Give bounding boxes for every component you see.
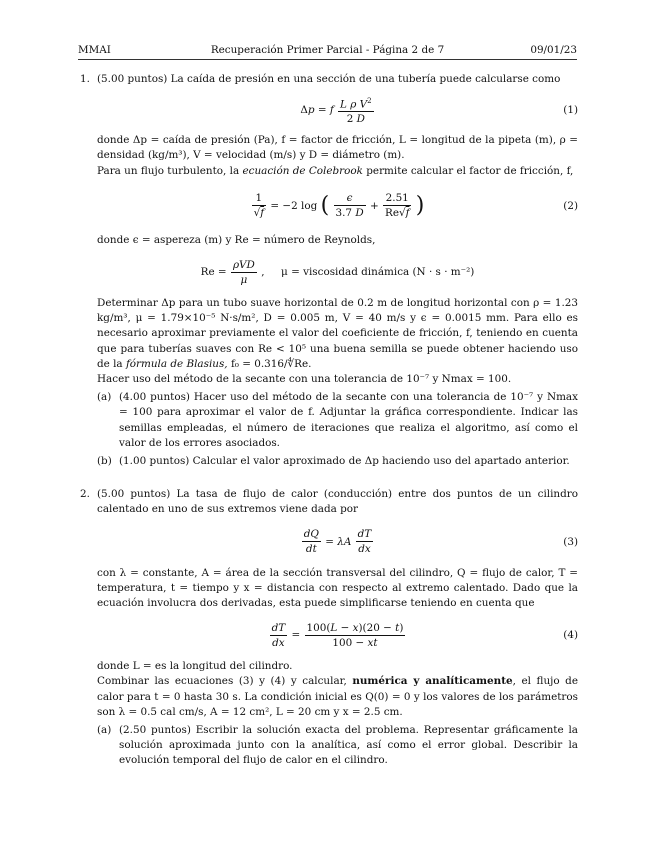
header-rule bbox=[78, 59, 577, 60]
equation-4-number: (4) bbox=[563, 629, 578, 642]
equation-1-number: (1) bbox=[563, 104, 578, 117]
problem-2-task: Combinar las ecuaciones (3) y (4) y calcular, numérica y analíticamente, el flujo de calor para t = 0 hasta 30 s. La condición inicial es Q(0) = 0 y los valores de los parámetros son λ = 0.5 cal cm/s, A = 12 cm², L = 20 cm y x = 2.5 cm. bbox=[97, 675, 578, 718]
problem-2 bbox=[78, 487, 578, 768]
equation-3-number: (3) bbox=[563, 535, 578, 548]
problem-2-intro: (5.00 puntos) La tasa de flujo de calor (conducción) entre dos puntos de un cilindro calentado en uno de sus extremos viene dada por bbox=[97, 488, 578, 516]
problem-2-part-a: (a) (2.50 puntos) Escribir la solución exacta del problema. Representar gráficamente la solución aproximada junto con la analítica, así como el error global. Describir la evolución temporal del flujo de calor en el cilindro. bbox=[97, 723, 578, 769]
problem-1-data: Determinar Δp para un tubo suave horizontal de 0.2 m de longitud horizontal con ρ = 1.23 kg/m³, μ = 1.79×10⁻⁵ N·s/m², D = 0.005 m, V = 40 m/s y ϵ = 0.0015 mm. Para ello es necesario aproximar previamente el valor del coeficiente de fricción, f, teniendo en cuenta que para tuberías suaves con Re < 10⁵ una buena semilla se puede obtener haciendo uso de la fórmula de Blasius, f₀ = 0.316/∜Re. bbox=[97, 297, 578, 370]
problem-1-intro: (5.00 puntos) La caída de presión en una sección de una tubería puede calcularse como bbox=[97, 73, 561, 85]
problem-1-number: 1. bbox=[80, 73, 90, 85]
definitions-4: donde L = es la longitud del cilindro. bbox=[97, 660, 293, 673]
problem-1-part-a: (a) (4.00 puntos) Hacer uso del método de la secante con una tolerancia de 10⁻⁷ y Nmax = 100 para aproximar el valor de f. Adjuntar la gráfica correspondiente. Indicar las semillas empleadas, el número de iteraciones que realiza el algoritmo, así como el valor de los errores asociados. bbox=[97, 390, 578, 451]
equation-2-number: (2) bbox=[563, 199, 578, 212]
problem-1 bbox=[78, 72, 578, 469]
course-name: MMAI bbox=[78, 44, 111, 56]
viscosity-label: μ = viscosidad dinámica (N · s · m⁻²) bbox=[281, 266, 475, 279]
equation-2: $\frac{1}{√f}$ = −2 log ( $\frac{\epsilon}{3.7 D}$ + $\frac{2.51}{Re√f}$ ) (2) bbox=[97, 185, 578, 227]
definitions-1: donde Δp = caída de presión (Pa), f = factor de fricción, L = longitud de la pipeta (m), ρ = densidad (kg/m³), V = velocidad (m/s) y D = diámetro (m). bbox=[97, 134, 578, 162]
definitions-3: con λ = constante, A = área de la sección transversal del cilindro, Q = flujo de calor, T = temperatura, t = tiempo y x = distancia con respecto al extremo calentado. Dado que la ecuación involucra dos derivadas, esta puede simplificarse teniendo en cuenta que bbox=[97, 566, 578, 610]
equation-1: Δp = f $\frac{L \rho V^2}{2 D}$ (1) bbox=[97, 93, 578, 127]
secant-instruction: Hacer uso del método de la secante con una tolerancia de 10⁻⁷ y Nmax = 100. bbox=[97, 373, 512, 386]
equation-4: $\frac{dT}{dx}$ = $\frac{100(L - x)(20 - t)}{100 - xt}$ (4) bbox=[97, 617, 578, 653]
reynolds-equation: Re = $\frac{\text{ρVD}}{\mu}$ , μ = viscosidad dinámica (N · s · m⁻²) bbox=[200, 258, 475, 286]
equation-3: $\frac{dQ}{dt}$ = λA $\frac{dT}{dx}$ (3) bbox=[97, 524, 578, 560]
turbulent-flow-text: Para un flujo turbulento, la ecuación de Colebrook permite calcular el factor de fricción, f, bbox=[97, 164, 574, 177]
page-content bbox=[78, 72, 578, 769]
problem-1-part-a-text: (4.00 puntos) Hacer uso del método de la secante con una tolerancia de 10⁻⁷ y Nmax = 100 para aproximar el valor de f. Adjuntar la gráfica correspondiente. Indicar las semillas empleadas, el número de iteraciones que realiza el algoritmo, así como el valor de los errores asociados. bbox=[119, 391, 578, 449]
exam-title: Recuperación Primer Parcial - Página 2 de 7 bbox=[210, 44, 445, 56]
problem-2-part-a-text: (2.50 puntos) Escribir la solución exacta del problema. Representar gráficamente la solución aproximada junto con la analítica, así como el error global. Describir la evolución temporal del flujo de calor en el cilindro. bbox=[119, 724, 578, 767]
definitions-2: donde ϵ = aspereza (m) y Re = número de Reynolds, bbox=[97, 233, 376, 246]
problem-1-part-b: (b) (1.00 puntos) Calcular el valor aproximado de Δp haciendo uso del apartado anterior. bbox=[97, 454, 578, 469]
problem-2-number: 2. bbox=[80, 488, 90, 501]
page-header bbox=[78, 43, 577, 57]
exam-date: 09/01/23 bbox=[530, 44, 577, 56]
problem-1-part-b-text: (1.00 puntos) Calcular el valor aproximado de Δp haciendo uso del apartado anterior. bbox=[119, 455, 570, 468]
